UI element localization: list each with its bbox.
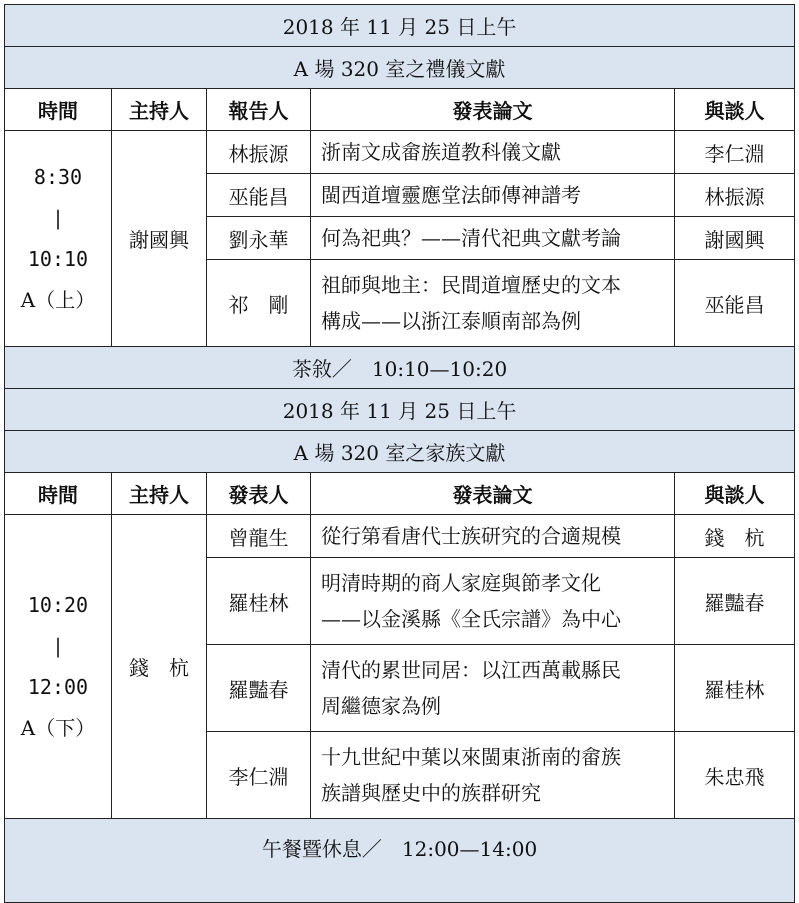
paper-title: 浙南文成畲族道教科儀文獻 — [311, 131, 675, 174]
session2-time-cell — [5, 515, 112, 819]
time-separator: | — [54, 205, 62, 230]
tea-break: 茶敘／ 10:10—10:20 — [5, 347, 795, 389]
session2-date-row — [5, 389, 795, 431]
header-paper: 發表論文 — [311, 89, 675, 131]
presenter: 曾龍生 — [207, 515, 311, 558]
time-start: 10:20 — [27, 592, 89, 617]
header-discussant: 與談人 — [675, 473, 795, 515]
time-end: 10:10 — [27, 246, 89, 271]
time-slot: A（上） — [20, 287, 96, 312]
session1-date-row — [5, 5, 795, 47]
presenter: 祁 剛 — [207, 260, 311, 347]
header-paper: 發表論文 — [311, 473, 675, 515]
time-end: 12:00 — [27, 674, 89, 699]
table-row — [5, 131, 795, 174]
paper-title-line1: 明清時期的商人家庭與節孝文化 — [321, 571, 601, 595]
time-start: 8:30 — [33, 164, 83, 189]
session1-host: 謝國興 — [112, 131, 207, 347]
paper-title-line2: 周繼德家為例 — [321, 694, 441, 718]
header-presenter: 報告人 — [207, 89, 311, 131]
discussant: 羅桂林 — [675, 645, 795, 732]
lunch-break-row — [5, 819, 795, 903]
discussant: 林振源 — [675, 174, 795, 217]
discussant: 錢 杭 — [675, 515, 795, 558]
presenter: 林振源 — [207, 131, 311, 174]
paper-title-line1: 十九世紀中葉以來閩東浙南的畲族 — [321, 745, 621, 769]
session1-header-row — [5, 89, 795, 131]
time-separator: | — [54, 633, 62, 658]
session2-room-row — [5, 431, 795, 473]
discussant: 朱忠飛 — [675, 732, 795, 819]
presenter: 羅豔春 — [207, 645, 311, 732]
session2-host: 錢 杭 — [112, 515, 207, 819]
header-host: 主持人 — [112, 89, 207, 131]
session2-date: 2018 年 11 月 25 日上午 — [5, 389, 795, 431]
tea-break-row — [5, 347, 795, 389]
discussant: 巫能昌 — [675, 260, 795, 347]
paper-title-line2: 族譜與歷史中的族群研究 — [321, 781, 541, 805]
discussant: 謝國興 — [675, 217, 795, 260]
paper-title — [311, 260, 675, 347]
paper-title — [311, 645, 675, 732]
paper-title: 從行第看唐代士族研究的合適規模 — [311, 515, 675, 558]
session1-room-row — [5, 47, 795, 89]
session2-room: A 場 320 室之家族文獻 — [5, 431, 795, 473]
session1-room: A 場 320 室之禮儀文獻 — [5, 47, 795, 89]
session1-date: 2018 年 11 月 25 日上午 — [5, 5, 795, 47]
paper-title-line1: 祖師與地主：民間道壇歷史的文本 — [321, 273, 621, 297]
header-presenter: 發表人 — [207, 473, 311, 515]
presenter: 巫能昌 — [207, 174, 311, 217]
paper-title-line2: 構成——以浙江泰順南部為例 — [321, 309, 581, 333]
lunch-break — [5, 819, 795, 903]
session1-time-cell — [5, 131, 112, 347]
session2-header-row — [5, 473, 795, 515]
table-row — [5, 515, 795, 558]
presenter: 劉永華 — [207, 217, 311, 260]
time-slot: A（下） — [20, 715, 96, 740]
paper-title — [311, 558, 675, 645]
paper-title: 何為祀典？——清代祀典文獻考論 — [311, 217, 675, 260]
discussant: 李仁淵 — [675, 131, 795, 174]
paper-title-line2: ——以金溪縣《全氏宗譜》為中心 — [321, 607, 621, 631]
header-host: 主持人 — [112, 473, 207, 515]
paper-title: 閩西道壇靈應堂法師傳神譜考 — [311, 174, 675, 217]
header-time: 時間 — [5, 89, 112, 131]
header-discussant: 與談人 — [675, 89, 795, 131]
paper-title — [311, 732, 675, 819]
schedule-table — [4, 4, 795, 903]
paper-title-line1: 清代的累世同居：以江西萬載縣民 — [321, 658, 621, 682]
discussant: 羅豔春 — [675, 558, 795, 645]
header-time: 時間 — [5, 473, 112, 515]
presenter: 李仁淵 — [207, 732, 311, 819]
lunch-break-text: 午餐暨休息／ 12:00—14:00 — [261, 837, 538, 861]
presenter: 羅桂林 — [207, 558, 311, 645]
